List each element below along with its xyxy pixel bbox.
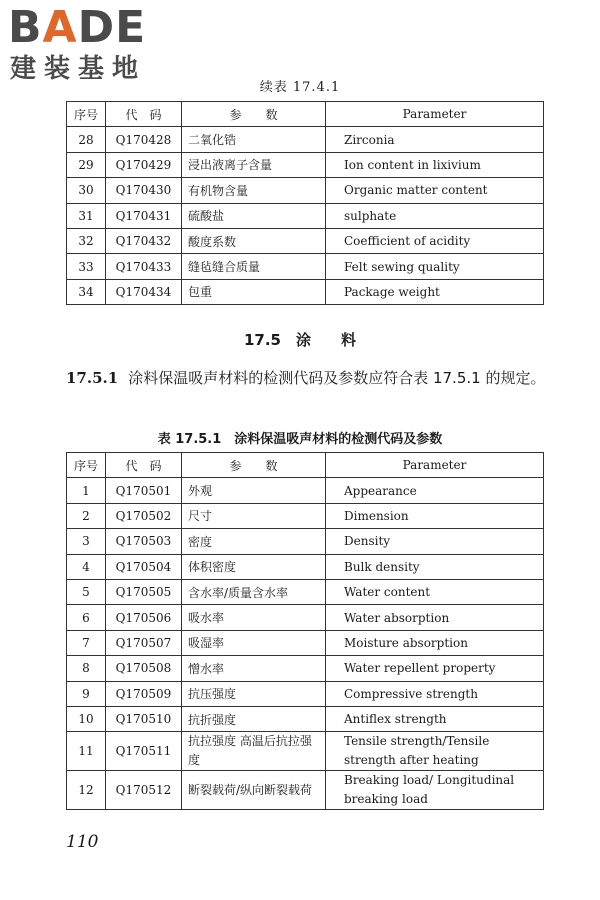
code-cell: Q170503 [106,529,182,554]
parameter-cn-cell: 尺寸 [182,503,326,528]
code-cell: Q170428 [106,127,182,152]
parameter-cn-cell: 抗拉强度 高温后抗拉强度 [182,732,326,771]
table-row [67,732,544,771]
parameter-en-cell: Felt sewing quality [326,254,544,279]
serial-cell: 32 [67,228,106,253]
parameter-cn-cell: 抗折强度 [182,706,326,731]
table-row [67,279,544,304]
table-row [67,656,544,681]
parameter-cn-cell: 有机物含量 [182,178,326,203]
serial-cell: 10 [67,706,106,731]
clause-paragraph [66,366,550,391]
parameter-en-cell: Organic matter content [326,178,544,203]
header-parameter-cn: 参 数 [182,102,326,127]
code-cell: Q170433 [106,254,182,279]
parameter-en-cell: Water repellent property [326,656,544,681]
table-row [67,503,544,528]
code-cell: Q170509 [106,681,182,706]
table-row [67,228,544,253]
parameter-en-cell: sulphate [326,203,544,228]
parameter-cn-cell: 含水率/质量含水率 [182,579,326,604]
parameter-cn-cell: 抗压强度 [182,681,326,706]
parameter-cn-cell: 断裂载荷/纵向断裂载荷 [182,771,326,810]
parameter-en-cell: Water content [326,579,544,604]
code-cell: Q170429 [106,152,182,177]
section-title: 17.5 涂 料 [243,331,356,349]
serial-cell: 3 [67,529,106,554]
continued-table-caption: 续表 17.4.1 [259,80,341,95]
serial-cell: 31 [67,203,106,228]
serial-cell: 12 [67,771,106,810]
clause-text: 涂料保温吸声材料的检测代码及参数应符合表 17.5.1 的规定。 [128,369,546,387]
code-cell: Q170434 [106,279,182,304]
code-cell: Q170511 [106,732,182,771]
code-cell: Q170512 [106,771,182,810]
code-cell: Q170508 [106,656,182,681]
code-cell: Q170510 [106,706,182,731]
parameter-cn-cell: 密度 [182,529,326,554]
parameter-cn-cell: 外观 [182,478,326,503]
serial-cell: 7 [67,630,106,655]
logo-chinese-text: 建装基地 [10,54,147,84]
parameter-en-cell: Package weight [326,279,544,304]
table-row [67,529,544,554]
serial-cell: 6 [67,605,106,630]
serial-cell: 11 [67,732,106,771]
header-parameter-en: Parameter [326,102,544,127]
table-row [67,178,544,203]
parameter-cn-cell: 缝毡缝合质量 [182,254,326,279]
table-row [67,478,544,503]
parameter-cn-cell: 浸出液离子含量 [182,152,326,177]
table-row [67,127,544,152]
parameter-cn-cell: 吸水率 [182,605,326,630]
code-cell: Q170502 [106,503,182,528]
parameter-cn-cell: 体积密度 [182,554,326,579]
table-row [67,681,544,706]
parameter-cn-cell: 吸湿率 [182,630,326,655]
code-cell: Q170430 [106,178,182,203]
serial-cell: 2 [67,503,106,528]
table-header-row [67,102,544,127]
parameter-en-cell: Zirconia [326,127,544,152]
code-cell: Q170506 [106,605,182,630]
table-row [67,579,544,604]
parameter-table-17-4-1 [66,101,544,305]
parameter-en-cell: Ion content in lixivium [326,152,544,177]
parameter-en-cell: Antiflex strength [326,706,544,731]
parameter-en-cell: Bulk density [326,554,544,579]
serial-cell: 8 [67,656,106,681]
parameter-en-cell: Tensile strength/Tensile strength after heating [326,732,544,771]
parameter-cn-cell: 二氧化锆 [182,127,326,152]
table-row [67,706,544,731]
parameter-cn-cell: 硫酸盐 [182,203,326,228]
table-row [67,605,544,630]
parameter-en-cell: Dimension [326,503,544,528]
code-cell: Q170505 [106,579,182,604]
table-row [67,152,544,177]
code-cell: Q170507 [106,630,182,655]
parameter-en-cell: Moisture absorption [326,630,544,655]
table-header-row [67,453,544,478]
header-parameter-cn: 参 数 [182,453,326,478]
logo-wordmark: BADE [8,2,147,53]
parameter-cn-cell: 憎水率 [182,656,326,681]
header-code: 代 码 [106,102,182,127]
parameter-en-cell: Compressive strength [326,681,544,706]
header-serial: 序号 [67,102,106,127]
serial-cell: 34 [67,279,106,304]
table-caption: 表 17.5.1 涂料保温吸声材料的检测代码及参数 [157,432,443,447]
code-cell: Q170431 [106,203,182,228]
parameter-en-cell: Coefficient of acidity [326,228,544,253]
page-number: 110 [66,832,99,852]
header-serial: 序号 [67,453,106,478]
clause-number: 17.5.1 [66,369,119,387]
table-row [67,203,544,228]
parameter-en-cell: Density [326,529,544,554]
table-row [67,771,544,810]
code-cell: Q170432 [106,228,182,253]
serial-cell: 5 [67,579,106,604]
table-row [67,630,544,655]
serial-cell: 9 [67,681,106,706]
parameter-en-cell: Appearance [326,478,544,503]
serial-cell: 29 [67,152,106,177]
parameter-cn-cell: 包重 [182,279,326,304]
parameter-en-cell: Breaking load/ Longitudinal breaking load [326,771,544,810]
parameter-en-cell: Water absorption [326,605,544,630]
code-cell: Q170501 [106,478,182,503]
serial-cell: 30 [67,178,106,203]
table-row [67,554,544,579]
table-row [67,254,544,279]
serial-cell: 33 [67,254,106,279]
header-parameter-en: Parameter [326,453,544,478]
serial-cell: 1 [67,478,106,503]
header-code: 代 码 [106,453,182,478]
parameter-table-17-5-1 [66,452,544,810]
parameter-cn-cell: 酸度系数 [182,228,326,253]
code-cell: Q170504 [106,554,182,579]
serial-cell: 4 [67,554,106,579]
serial-cell: 28 [67,127,106,152]
